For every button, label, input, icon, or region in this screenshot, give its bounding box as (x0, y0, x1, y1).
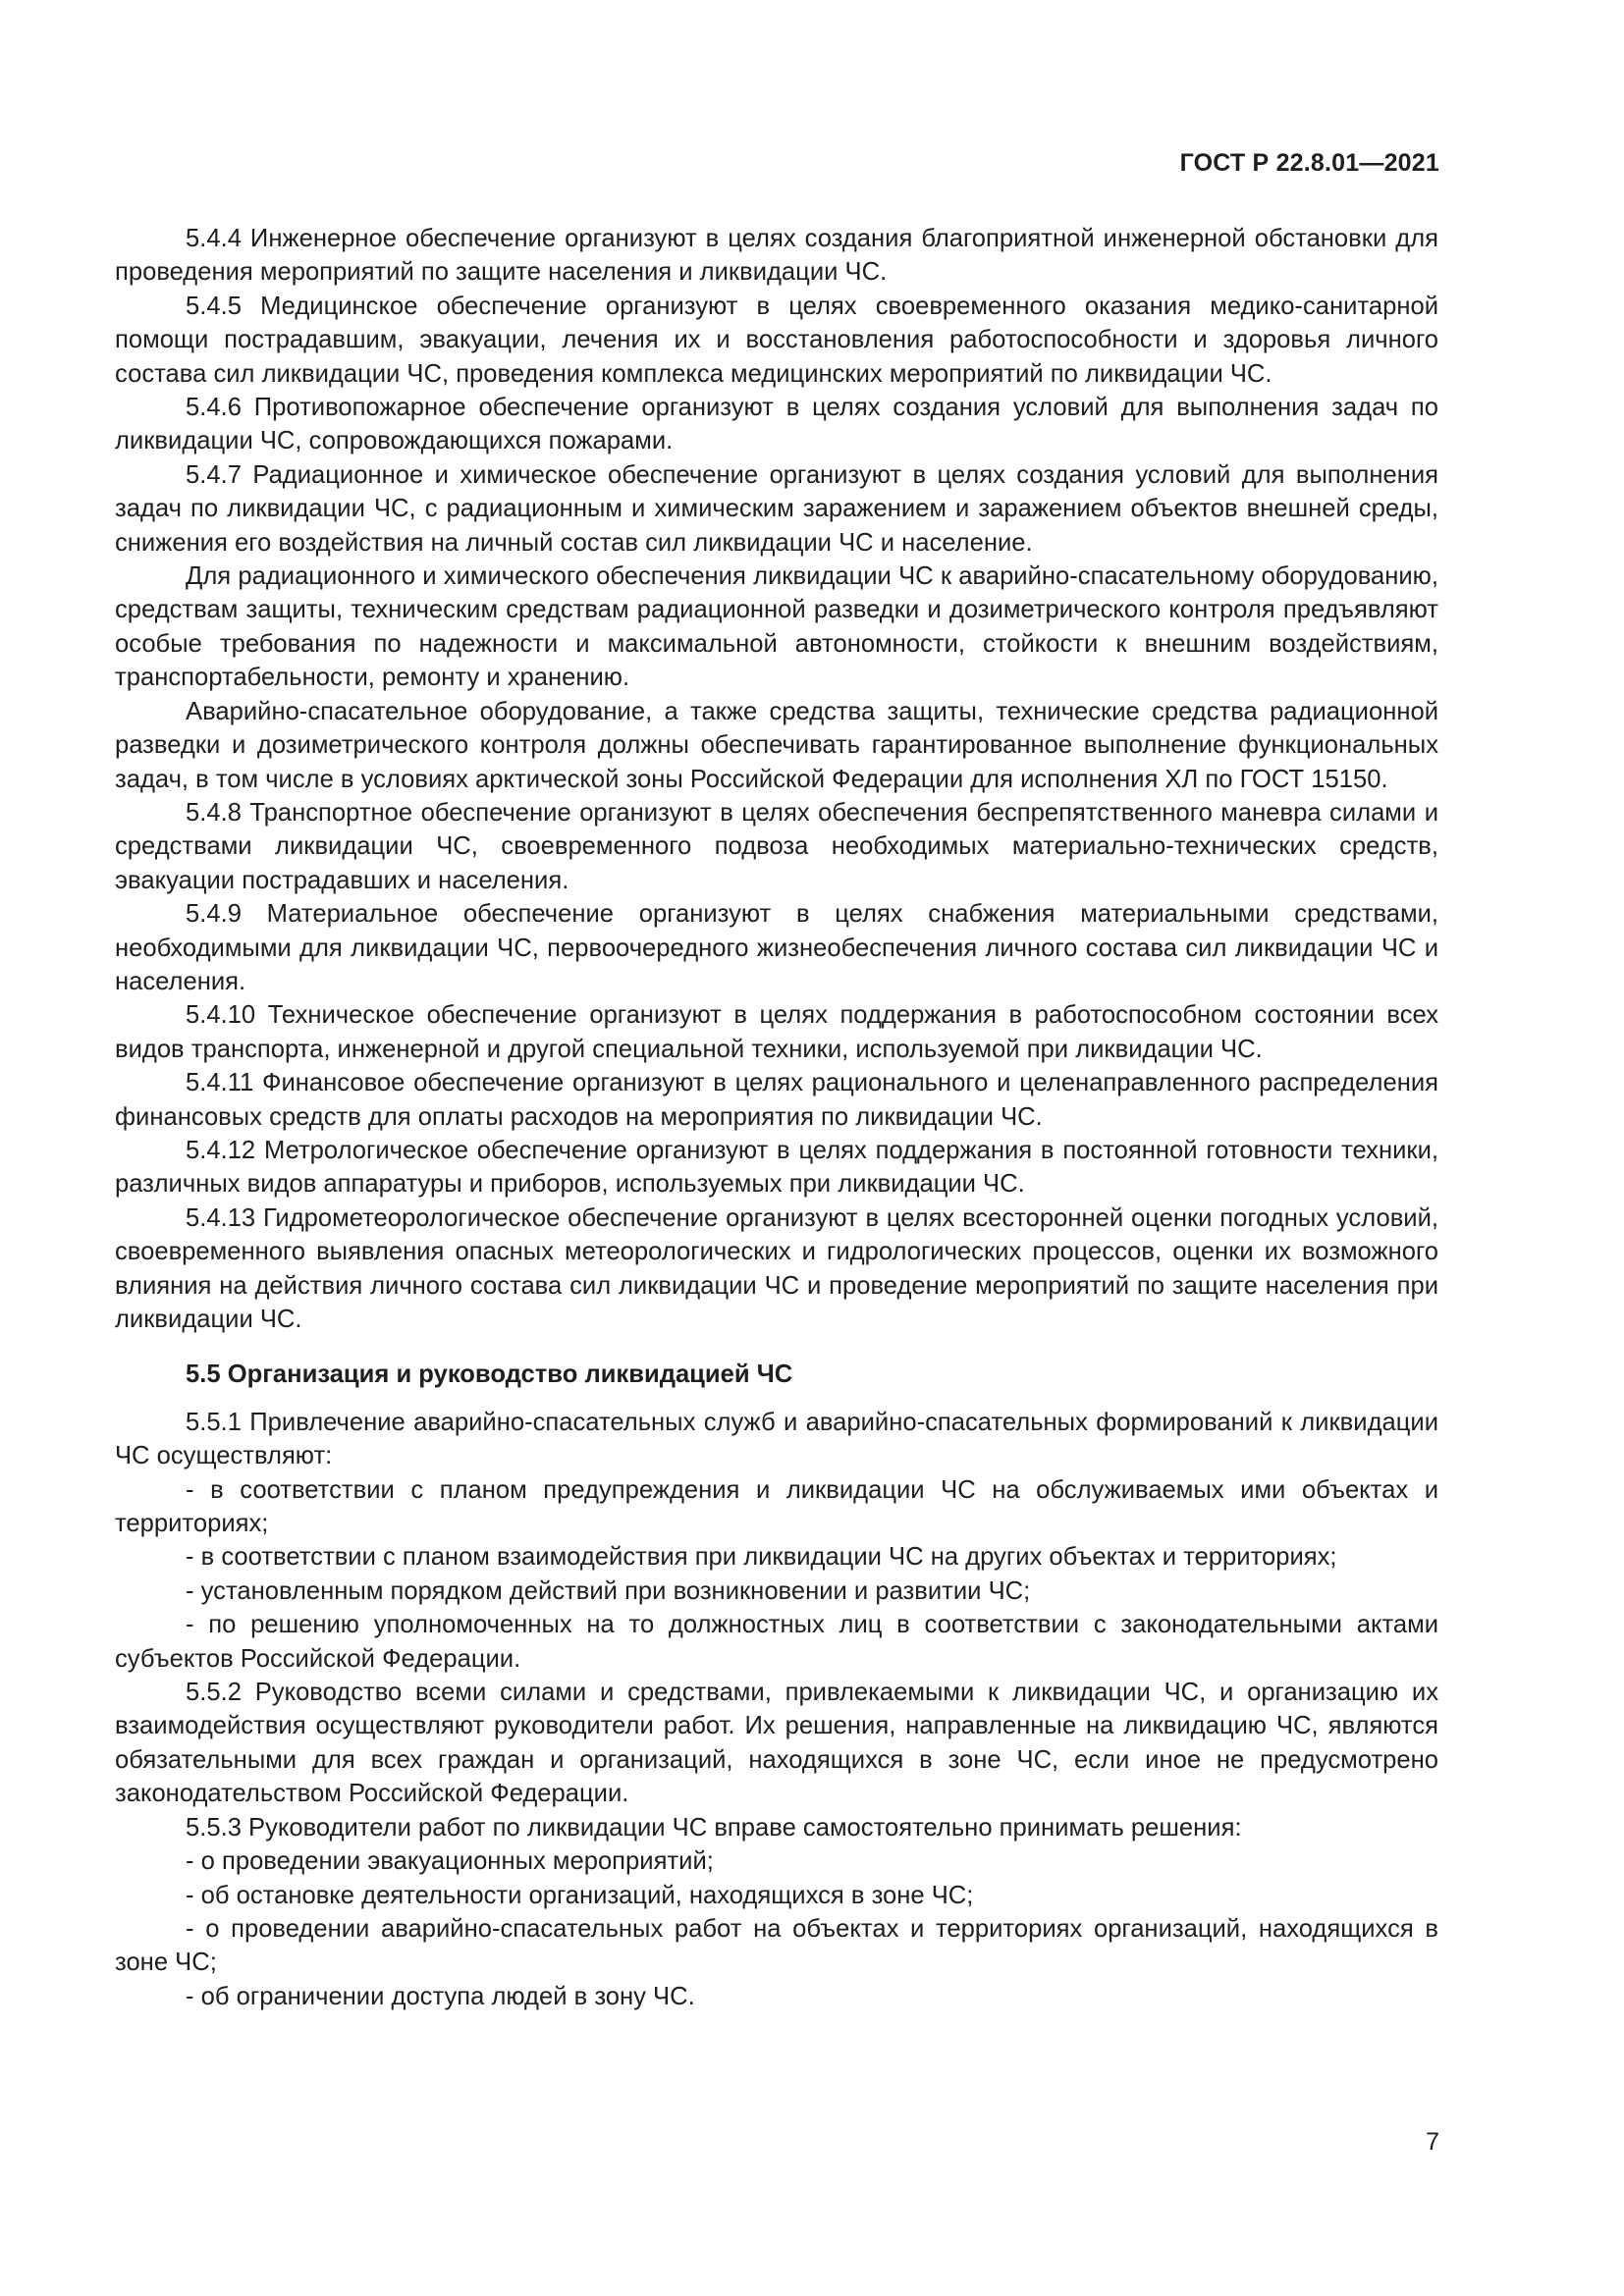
paragraph: 5.4.12 Метрологическое обеспечение организуют в целях поддержания в постоянной готовности техники, различных видов аппаратуры и приборов, используемых при ликвидации ЧС. (115, 1136, 1438, 1199)
paragraph: 5.5.1 Привлечение аварийно-спасательных служб и аварийно-спасательных формирований к ликвидации ЧС осуществляют: (115, 1408, 1438, 1470)
paragraph: 5.4.11 Финансовое обеспечение организуют в целях рационального и целенаправленного распределения финансовых средств для оплаты расходов на мероприятия по ликвидации ЧС. (115, 1069, 1438, 1131)
list-item: - в соответствии с планом взаимодействия при ликвидации ЧС на других объектах и территориях; (186, 1543, 1337, 1572)
paragraph: Аварийно-спасательное оборудование, а также средства защиты, технические средства радиационной разведки и дозиметрического контроля должны обеспечивать гарантированное выполнение функциональных задач, в том числе в условиях арктической зоны Российской Федерации для исполнения ХЛ по ГОСТ 15150. (115, 697, 1438, 793)
paragraph: 5.4.5 Медицинское обеспечение организуют в целях своевременного оказания медико-санитарной помощи пострадавшим, эвакуации, лечения их и восстановления работоспособности и здоровья личного состава сил ликвидации ЧС, проведения комплекса медицинских мероприятий по ликвидации ЧС. (115, 292, 1438, 388)
list-item: - о проведении эвакуационных мероприятий; (186, 1847, 714, 1876)
list-item: - об ограничении доступа людей в зону ЧС. (186, 1982, 695, 2010)
list-item: - по решению уполномоченных на то должностных лиц в соответствии с законодательными актами субъектов Российской Федерации. (115, 1611, 1438, 1673)
list-item: - установленным порядком действий при возникновении и развитии ЧС; (186, 1576, 1031, 1605)
document-code: ГОСТ Р 22.8.01—2021 (1179, 149, 1439, 177)
list-item: - об остановке деятельности организаций, находящихся в зоне ЧС; (186, 1881, 974, 1909)
paragraph: 5.4.6 Противопожарное обеспечение организуют в целях создания условий для выполнения задач по ликвидации ЧС, сопровождающихся пожарами. (115, 394, 1438, 455)
list-item: - о проведении аварийно-спасательных работ на объектах и территориях организаций, находящихся в зоне ЧС; (115, 1914, 1438, 1977)
page-number: 7 (1426, 2128, 1439, 2156)
paragraph: 5.5.2 Руководство всеми силами и средствами, привлекаемыми к ликвидации ЧС, и организацию их взаимодействия осуществляют руководители работ. Их решения, направленные на ликвидацию ЧС, являются обязательными для всех граждан и организаций, находящихся в зоне ЧС, если иное не предусмотрено законодательством Российской Федерации. (115, 1679, 1438, 1808)
paragraph: 5.4.13 Гидрометеорологическое обеспечение организуют в целях всесторонней оценки погодных условий, своевременного выявления опасных метеорологических и гидрологических процессов, оценки их возможного влияния на действия личного состава сил ликвидации ЧС и проведение мероприятий по защите населения при ликвидации ЧС. (115, 1203, 1438, 1333)
list-item: - в соответствии с планом предупреждения и ликвидации ЧС на обслуживаемых ими объектах и территориях; (115, 1475, 1438, 1538)
section-heading: 5.5 Организация и руководство ликвидацией ЧС (186, 1361, 793, 1389)
paragraph: 5.4.8 Транспортное обеспечение организуют в целях обеспечения беспрепятственного маневра силами и средствами ликвидации ЧС, своевременного подвоза необходимых материально-технических средств, эвакуации пострадавших и населения. (115, 798, 1438, 894)
paragraph: 5.4.10 Техническое обеспечение организуют в целях поддержания в работоспособном состоянии всех видов транспорта, инженерной и другой специальной техники, используемой при ликвидации ЧС. (115, 1001, 1438, 1063)
document-body (115, 222, 1438, 2013)
paragraph: Для радиационного и химического обеспечения ликвидации ЧС к аварийно-спасательному оборудованию, средствам защиты, техническим средствам радиационной разведки и дозиметрического контроля предъявляют особые требования по надежности и максимальной автономности, стойкости к внешним воздействиям, транспортабельности, ремонту и хранению. (115, 562, 1438, 692)
paragraph: 5.4.9 Материальное обеспечение организуют в целях снабжения материальными средствами, необходимыми для ликвидации ЧС, первоочередного жизнеобеспечения личного состава сил ликвидации ЧС и населения. (115, 900, 1438, 995)
paragraph: 5.4.7 Радиационное и химическое обеспечение организуют в целях создания условий для выполнения задач по ликвидации ЧС, с радиационным и химическим заражением и заражением объектов внешней среды, снижения его воздействия на личный состав сил ликвидации ЧС и население. (115, 460, 1438, 557)
paragraph: 5.5.3 Руководители работ по ликвидации ЧС вправе самостоятельно принимать решения: (186, 1813, 1242, 1842)
paragraph: 5.4.4 Инженерное обеспечение организуют в целях создания благоприятной инженерной обстановки для проведения мероприятий по защите населения и ликвидации ЧС. (115, 225, 1438, 287)
